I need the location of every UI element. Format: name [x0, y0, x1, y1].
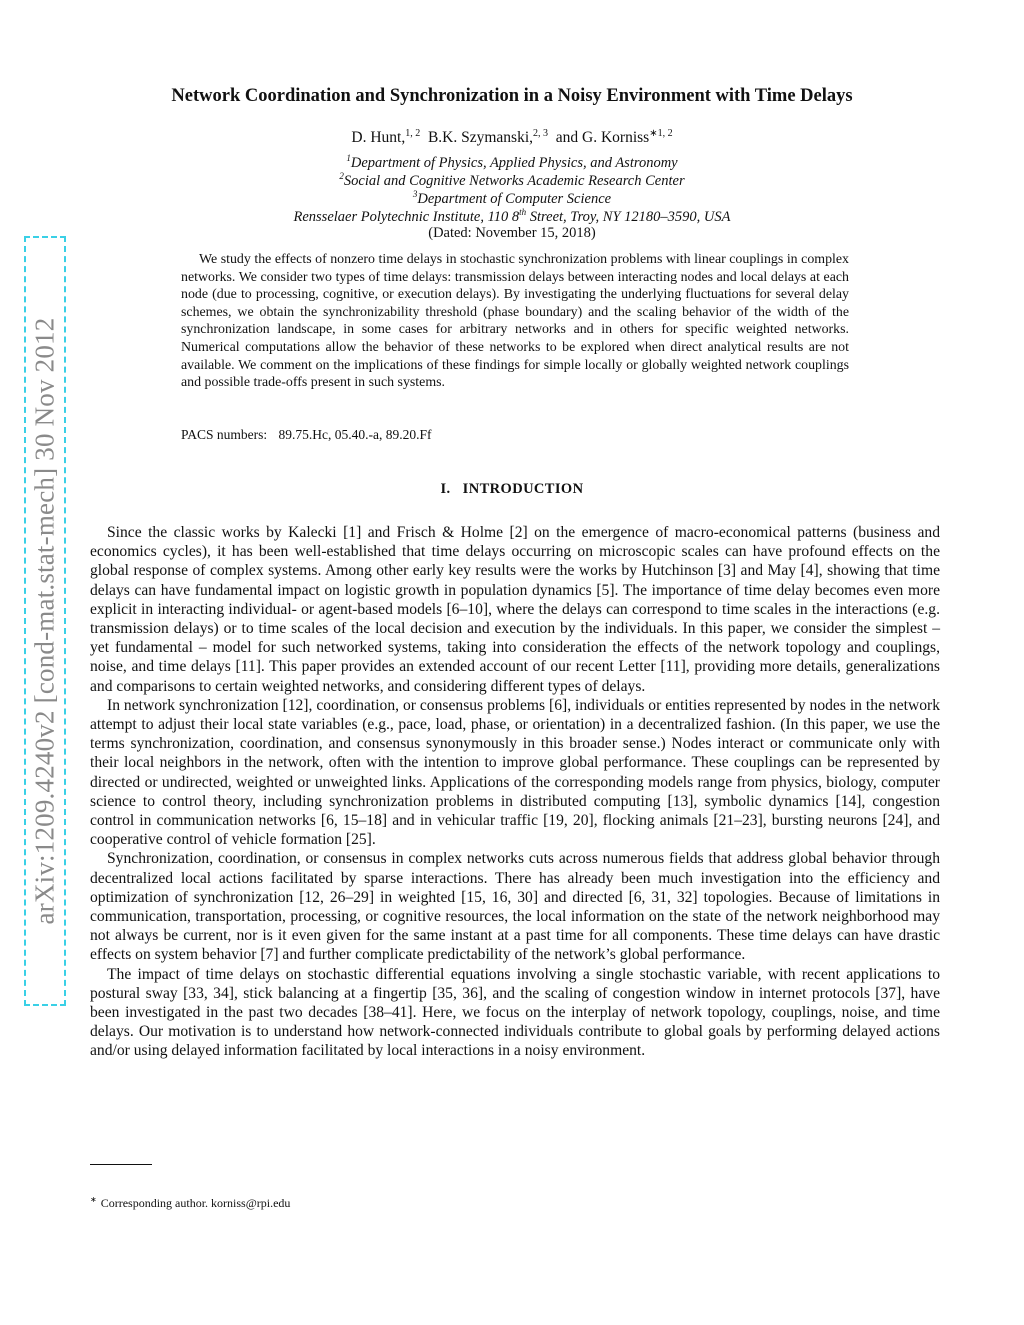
affiliation-address — [84, 207, 940, 226]
author-conjunction: and — [555, 129, 579, 147]
arxiv-identifier-stamp — [24, 236, 66, 1006]
introduction-body — [90, 523, 940, 1061]
affiliation-3-marker: 3 — [412, 189, 418, 199]
pacs-line — [181, 427, 432, 443]
paragraph-1: Since the classic works by Kalecki [1] and Frisch & Holme [2] on the emergence of macro-economical patterns (business and economics cycles), it has been well-established that time delays occurring on microscopic scales can have profound effects on the global response of complex systems. Among other early key results were the works by Hutchinson [3] and May [4], showing that time delays can have fundamental impact on logistic growth in population dynamics [5]. The importance of time delay becomes even more explicit in interacting individual- or agent-based models [6–10], where the delays can correspond to time scales in the interactions (e.g. transmission delays) or to time scales of the local decision and execution by the individuals. In this paper, we consider the simplest – yet fundamental – model for such networked systems, taking into consideration the effects of the network topology and couplings, noise, and time delays [11]. This paper provides an extended account of our recent Letter [11], providing more details, generalizations and comparisons to certain weighted networks, and considering different types of delays. — [90, 524, 940, 695]
author-korniss-affil: ∗1, 2 — [649, 128, 673, 139]
author-korniss: G. Korniss — [582, 129, 650, 147]
pacs-numbers: 89.75.Hc, 05.40.-a, 89.20.Ff — [278, 427, 432, 442]
author-hunt-affil: 1, 2 — [405, 128, 421, 139]
address-part-2: Street, Troy, NY 12180–3590, USA — [526, 208, 731, 225]
section-number: I. — [440, 481, 451, 497]
footnote-rule — [90, 1164, 152, 1165]
affiliation-3-text: Department of Computer Science — [417, 190, 612, 207]
paragraph-2: In network synchronization [12], coordination, or consensus problems [6], individuals or entities represented by nodes in the network attempt to adjust their local state variables (e.g., pace, load, phase, or orientation) in a decentralized fashion. (In this paper, we use the terms synchronization, coordination, and consensus synonymously in this broader sense.) Nodes interact or communicate only with their local neighbors in the network, often with the intention to improve global performance. These couplings can be represented by directed or undirected, weighted or unweighted links. Applications of the corresponding models range from physics, biology, computer science to control theory, including synchronization problems in distributed computing [13], symbolic dynamics [14], congestion control in communication networks [6, 15–18] and in vehicular traffic [19, 20], flocking animals [21–23], bursting neurons [24], and cooperative control of vehicle formation [25]. — [90, 696, 940, 849]
arxiv-identifier: arXiv:1209.4240v2 [cond-mat.stat-mech] 30 Nov 2012 — [29, 317, 60, 925]
abstract: We study the effects of nonzero time delays in stochastic synchronization problems with linear couplings in complex networks. We consider two types of time delays: transmission delays between interacting nodes and local delays at each node (due to processing, cognitive, or execution delays). By investigating the underlying fluctuations for several delay schemes, we obtain the synchronizability threshold (phase boundary) and the scaling behavior of the width of the synchronization landscape, in some cases for arbitrary networks and in others for specific weighted networks. Numerical computations allow the behavior of these networks to be explored when direct analytical results are not available. We comment on the implications of these findings for simple locally or globally weighted network couplings and possible trade-offs present in such systems. — [181, 252, 849, 391]
author-szymanski: B.K. Szymanski, — [427, 129, 534, 147]
affiliation-2-text: Social and Cognitive Networks Academic Research Center — [343, 172, 685, 189]
affiliation-1-text: Department of Physics, Applied Physics, and Astronomy — [350, 154, 678, 171]
footnote-text: Corresponding author. korniss@rpi.edu — [100, 1196, 291, 1210]
footnote-marker: ∗ — [90, 1195, 97, 1204]
affiliation-2 — [84, 171, 940, 190]
author-hunt: D. Hunt, — [351, 129, 406, 147]
section-title: INTRODUCTION — [462, 481, 584, 497]
paper-title: Network Coordination and Synchronization in a Noisy Environment with Time Delays — [171, 86, 853, 106]
address-part-1: Rensselaer Polytechnic Institute, 110 8 — [293, 208, 520, 225]
paragraph-3: Synchronization, coordination, or consensus in complex networks cuts across numerous fields that address global behavior through decentralized local actions facilitated by sparse interactions. There has already been much investigation into the efficiency and optimization of synchronization [12, 26–29] in weighted [15, 16, 30] and directed [6, 31, 32] topologies. Because of limitations in communication, transportation, processing, or cognitive resources, the local information on the state of the network neighborhood may not always be current, nor is it even given for the same instant at a past time for all components. These time delays can have drastic effects on system behavior [7] and further complicate predictability of the network’s global performance. — [90, 850, 940, 964]
date-line: (Dated: November 15, 2018) — [428, 225, 596, 241]
affiliation-1 — [84, 153, 940, 172]
affiliation-1-marker: 1 — [346, 153, 351, 163]
author-list — [84, 128, 940, 147]
author-szymanski-affil: 2, 3 — [533, 128, 549, 139]
affiliation-2-marker: 2 — [339, 171, 344, 181]
paragraph-4: The impact of time delays on stochastic differential equations involving a single stochastic variable, with recent applications to postural sway [33, 34], stick balancing at a fingertip [35, 36], and the scaling of congestion window in internet protocols [37], have been investigated in the past two decades [38–41]. Here, we focus on the interplay of network topology, couplings, noise, and time delays. Our motivation is to understand how network-connected individuals contribute to global goals by performing delayed actions and/or using delayed information facilitated by local interactions in a noisy environment. — [90, 965, 940, 1060]
pacs-label: PACS numbers: — [181, 427, 268, 442]
footnote — [90, 1195, 290, 1211]
address-ordinal: th — [519, 207, 527, 217]
section-heading — [84, 481, 940, 498]
affiliation-3 — [84, 189, 940, 208]
